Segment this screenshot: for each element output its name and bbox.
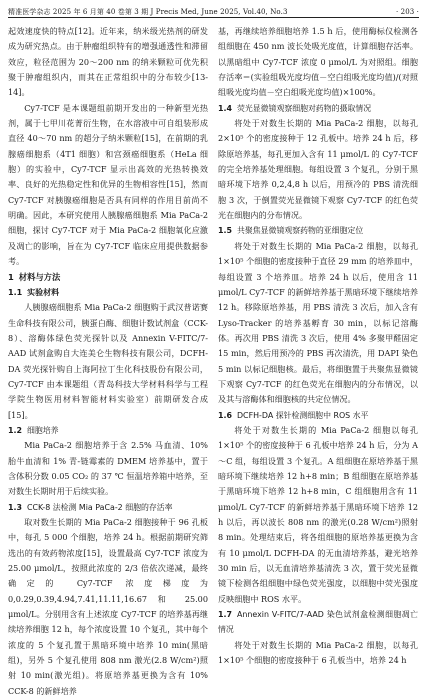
running-header-journal: 精准医学杂志 2025 年 6 月第 40 卷第 3 期 J Precis Med, June 2025, Vol.40, No.3 — [8, 8, 288, 16]
subsection-number: 1.3 — [8, 502, 22, 512]
subsection-title: 实验材料 — [27, 287, 60, 297]
subsection-number: 1.2 — [8, 425, 22, 435]
paragraph-cy7-tcf-background: Cy7-TCF 是本课题组前期开发出的一种新型光热剂，属于七甲川花菁衍生物，在水溶液中可自组装形成直径 40～70 nm 的超分子纳米颗粒[15]，在前期的乳腺癌细胞系（4T1 细胞）和宫颈癌细胞系（HeLa 细胞）的实验中，Cy7-TCF 显示出高效的光热转换效率、良好的光热稳定性和优异的生物相容性[15]，然而 Cy7-TCF 对胰腺癌细胞是否具有同样的作用目前尚不明确。因此，本研究使用人胰腺癌细胞系 Mia PaCa-2 细胞，探讨 Cy7-TCF 对于 Mia PaCa-2 细胞氧化应激及凋亡的影响，旨在为 Cy7-TCF 临床应用提供数据参考。 — [8, 102, 208, 267]
section-number: 1 — [8, 271, 14, 282]
header-rule — [8, 17, 419, 18]
subsection-number: 1.4 — [218, 103, 232, 113]
subsection-heading-annexin — [218, 607, 418, 638]
subsection-heading-fluorescence-uptake — [218, 101, 418, 116]
right-column — [218, 24, 418, 666]
subsection-title: DCFH-DA 探针检测细胞中 ROS 水平 — [236, 410, 369, 420]
subsection-title: 共聚焦显微镜观察药物的亚细胞定位 — [236, 226, 364, 236]
subsection-number: 1.5 — [218, 226, 232, 236]
subsection-number: 1.7 — [218, 610, 232, 620]
section-title: 材料与方法 — [18, 271, 61, 282]
subsection-heading-cell-culture — [8, 423, 208, 438]
paragraph-confocal: 将处于对数生长期的 Mia PaCa-2 细胞，以每孔 1×10⁵ 个细胞的密度接种于直径 29 mm 的培养皿中，每组设置 3 个培养皿。培养 24 h 以后，使用含 11 μmol/L Cy7-TCF 的新鲜培养基于黑暗环境下继续培养 12 h。移除原培养基，用 PBS 清洗 3 次后，加入含有 Lyso-Tracker 的培养基孵育 30 min，以标记溶酶体。再次用 PBS 清洗 3 次后，使用 4% 多聚甲醛固定 15 min，然后用预冷的 PBS 再次清洗，用 DAPI 染色 5 min 以标记细胞核。最后，将细胞置于共聚焦显微镜下观察 Cy7-TCF 的红色荧光在细胞内的分布情况，以及其与溶酶体和细胞核的共定位情况。 — [218, 240, 418, 405]
subsection-title: Annexin V-FITC/7-AAD 染色试剂盒检测细胞凋亡情况 — [218, 610, 418, 635]
page-number: · 203 · — [396, 8, 419, 16]
paragraph-cck8-method: 取对数生长期的 Mia PaCa-2 细胞接种于 96 孔板中，每孔 5 000 个细胞，培养 24 h。根据前期研究筛选出的有效药物浓度[15]，设置最高 Cy7-TCF 浓度为 25.00 μmol/L，按照此浓度的 2/3 倍依次递减，最终确定的 Cy7-TCF 浓度梯度为 0,0.29,0.39,4.94,7.41,11.11,16.67 和 25.00 μmol/L。分别用含有上述浓度 Cy7-TCF 的培养基再继续培养细胞 12 h，每个浓度设置 10 个复孔，其中每个浓度的 5 个复孔置于黑暗环境中培养 10 min(黑暗组)，另外 5 个复孔使用 808 nm 激光(2.8 W/cm²)照射 10 min(激光组)。将原培养基更换为含有 10% CCK-8 的新鲜培养 — [8, 517, 208, 696]
subsection-title: CCK-8 法检测 Mia PaCa-2 细胞的存活率 — [26, 502, 173, 512]
paragraph-materials: 人胰腺癌细胞系 Mia PaCa-2 细胞购于武汉普诺赛生命科技有限公司，胰蛋白酶、细胞计数试剂盒（CCK-8）、溶酶体绿色荧光探针以及 Annexin V-FITC/7-AAD 试剂盒购自大连美仑生物科技有限公司，DCFH-DA 荧光探针购自上海阿拉丁生化科技股份有限公司，Cy7-TCF 由本课题组（青岛科技大学材料科学与工程学院生物医用材料智能材料实验室）前期研发合成[15]。 — [8, 302, 208, 420]
subsection-title: 荧光显微镜观察细胞对药物的摄取情况 — [236, 103, 372, 113]
paragraph-cck8-continued: 基，再继续培养细胞培养 1.5 h 后，使用酶标仪检测各组细胞在 450 nm 波长处吸光度值，计算细胞存活率。以黑暗组中 Cy7-TCF 浓度 0 μmol/L 为对照组。细胞存活率＝(实验组吸光度均值－空白组吸光度均值)/(对照组吸光度均值－空白组吸光度均值)×100%。 — [218, 26, 418, 98]
subsection-number: 1.1 — [8, 287, 23, 297]
running-header — [8, 5, 419, 17]
paragraph-intro-continued: 起效速度快的特点[12]。近年来，纳米级光热剂的研发成为研究热点。由于肿瘤组织特有的增强通透性和滞留效应，粒径范围为 20～200 nm 的纳米颗粒可优先积聚于肿瘤组织内，而其在正常组织中的分布较少[13-14]。 — [8, 26, 208, 98]
left-column — [8, 24, 208, 696]
subsection-title: 细胞培养 — [26, 425, 59, 435]
paragraph-fluorescence-uptake: 将处于对数生长期的 Mia PaCa-2 细胞，以每孔 2×10⁵ 个的密度接种于 12 孔板中。培养 24 h 后，移除原培养基，每孔更加入含有 11 μmol/L 的 Cy7-TCF 的完全培养基处理细胞。每组设置 3 个复孔，分别于黑暗环境下培养 0,2,4,8 h 以后，用预冷的 PBS 清洗细胞 3 次，于倒置荧光显微镜下观察 Cy7-TCF 的红色荧光在细胞内的分布情况。 — [218, 118, 418, 221]
paragraph-annexin: 将处于对数生长期的 Mia PaCa-2 细胞，以每孔 1×10⁵ 个细胞的密度接种于 6 孔板当中，培养 24 h — [218, 639, 418, 666]
subsection-heading-confocal — [218, 223, 418, 238]
subsection-heading-cck8 — [8, 500, 208, 515]
subsection-heading-materials — [8, 285, 208, 300]
subsection-heading-ros — [218, 408, 418, 423]
section-heading-materials-methods — [8, 270, 208, 285]
subsection-number: 1.6 — [218, 410, 232, 420]
paragraph-cell-culture: Mia PaCa-2 细胞培养于含 2.5% 马血清、10% 胎牛血清和 1% 青-链霉素的 DMEM 培养基中，置于含体积分数 0.05 CO₂ 的 37 ℃ 恒温培养箱中培养，至对数生长期时用于后续实验。 — [8, 440, 208, 497]
paragraph-ros: 将处于对数生长期的 Mia PaCa-2 细胞以每孔 1×10⁵ 个的密度接种于 6 孔板中培养 24 h 后，分为 A～C 组，每组设置 3 个复孔。A 组细胞在原培养基于黑暗环境下继续培养 12 h+8 min；B 组细胞在原培养基于黑暗环境下培养 12 h+8 min，C 组细胞用含有 11 μmol/L Cy7-TCF 的新鲜培养基于黑暗环境下培养 12 h 以后，再以波长 808 nm 的激光(0.28 W/cm²)照射 8 min。处理结束后，将各组细胞的原培养基更换为含有 10 μmol/L DCFH-DA 的无血清培养基，避光培养 30 min 后，以无血清培养基清洗 3 次，置于荧光显微镜下检测各组细胞中绿色荧光强度，以细胞中荧光强度反映细胞中 ROS 水平。 — [218, 424, 418, 604]
